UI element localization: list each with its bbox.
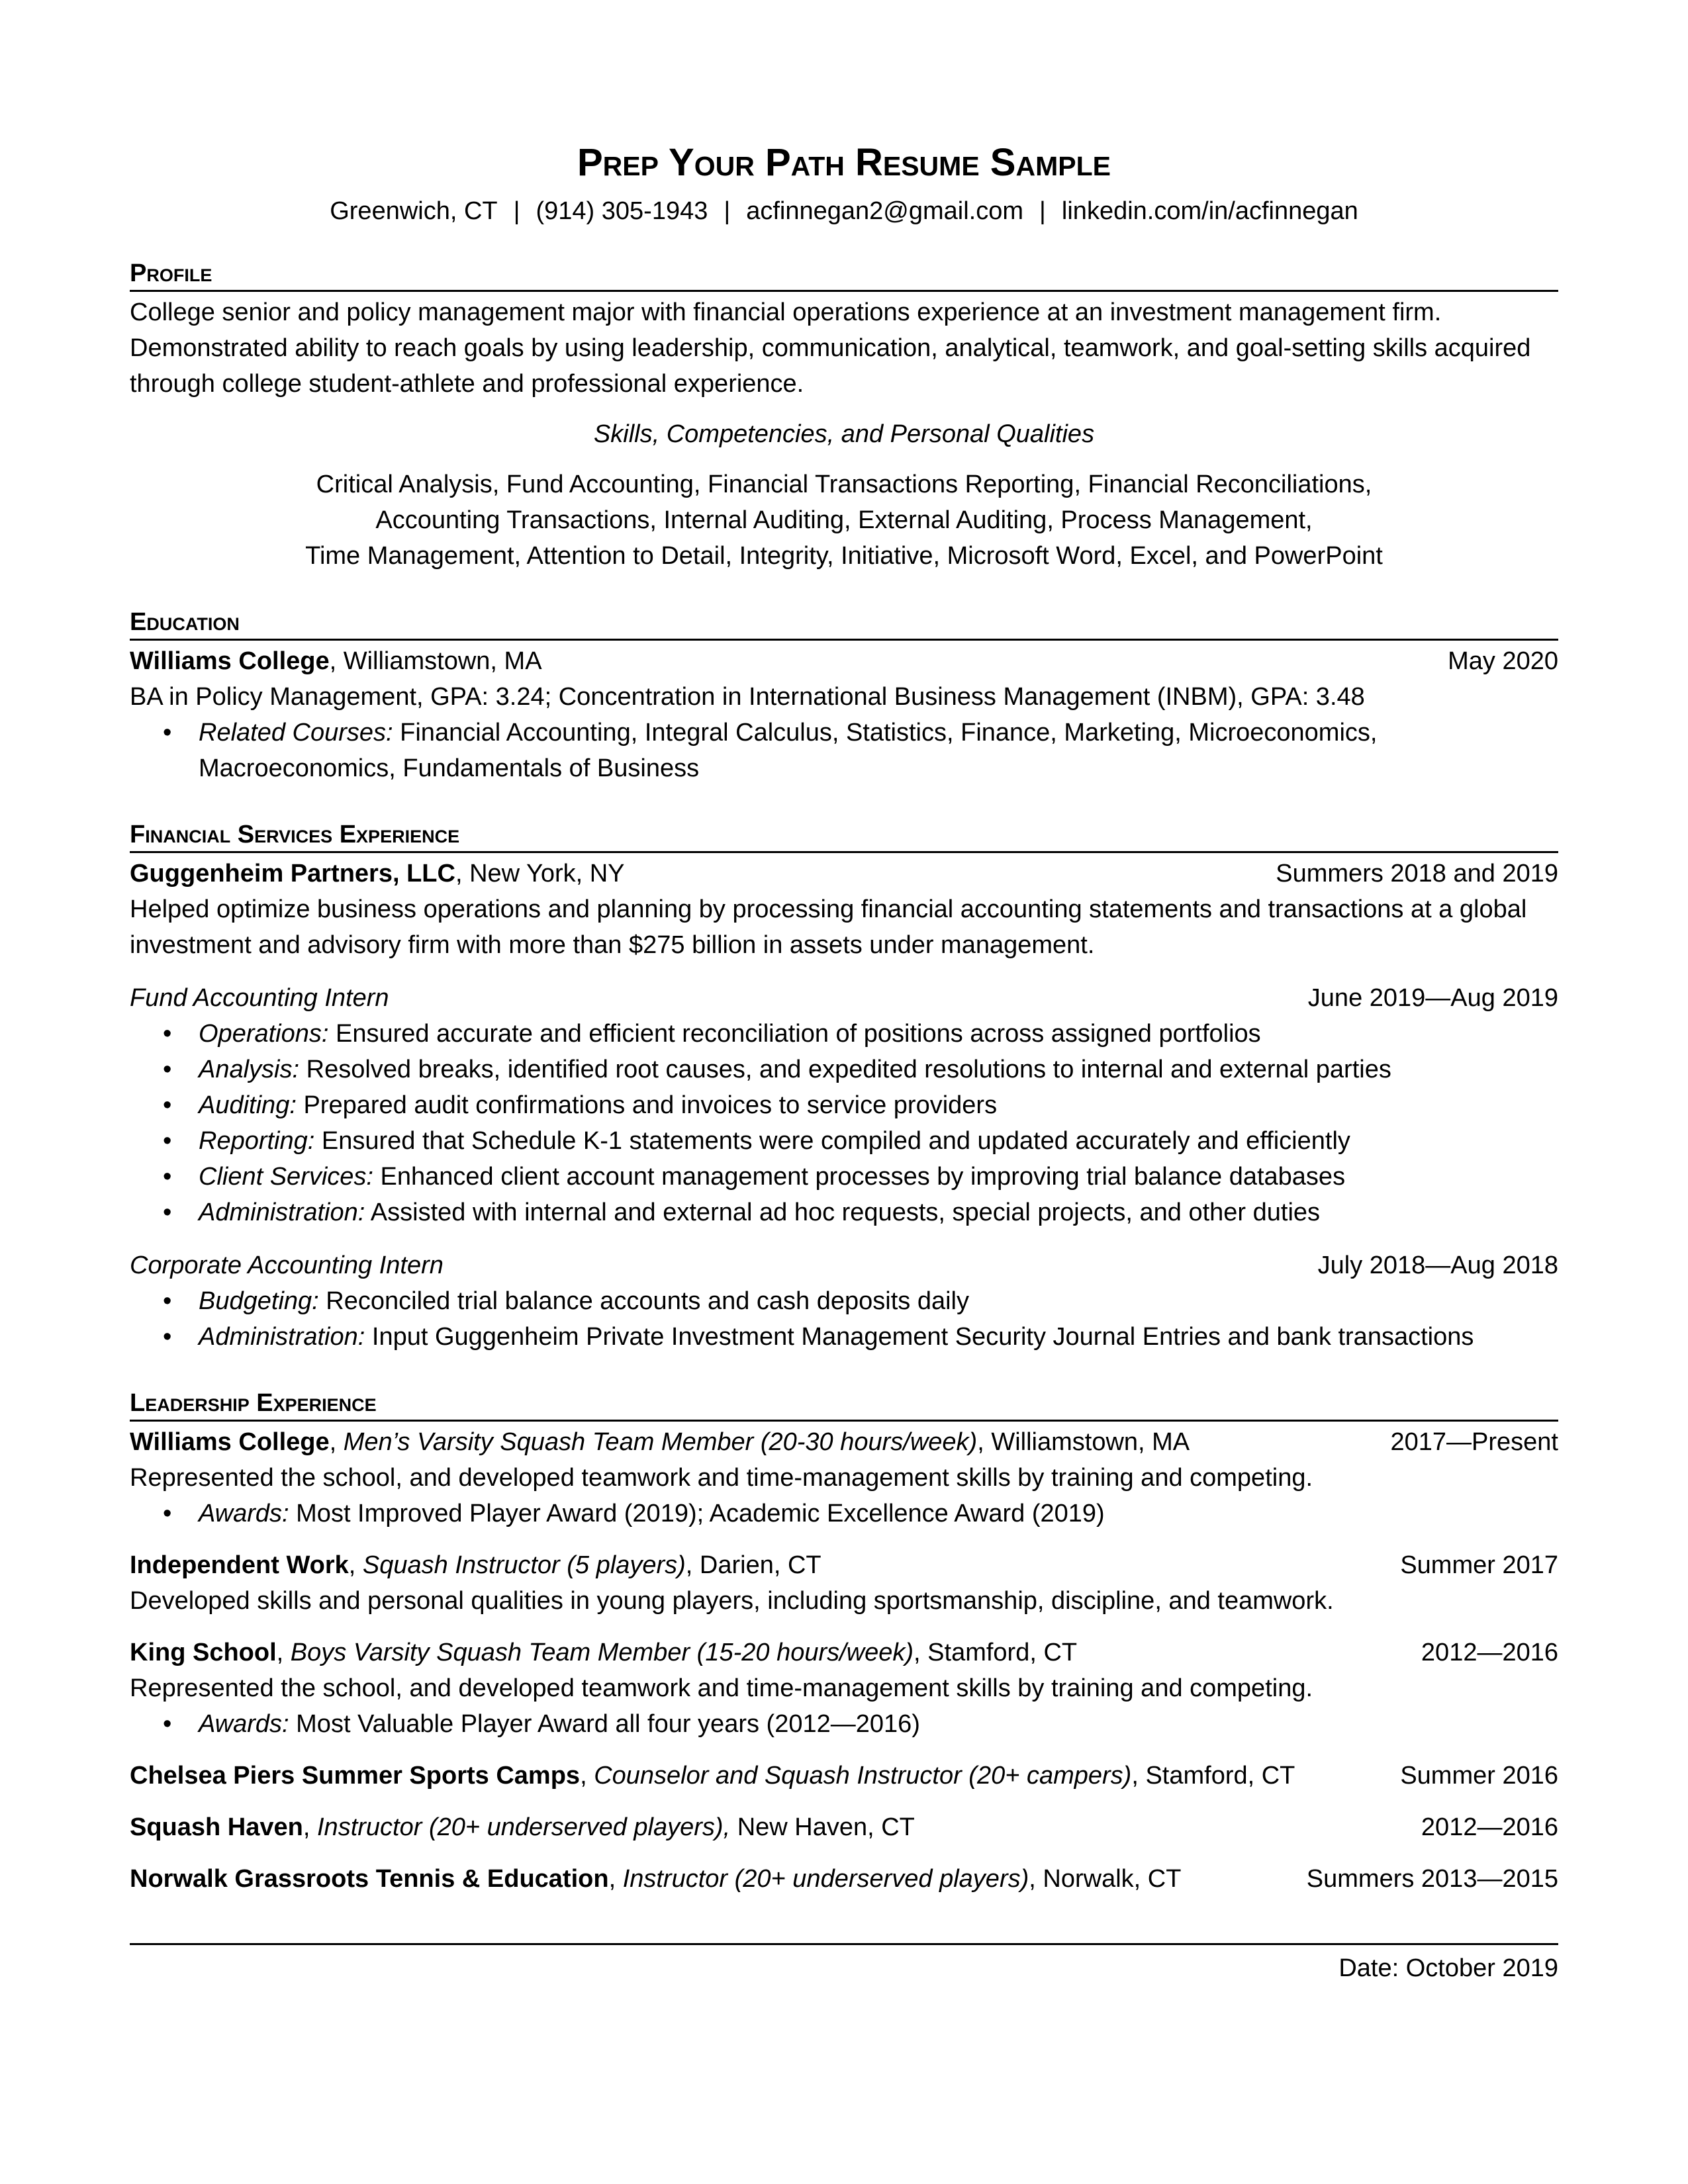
leadership-entry-line	[130, 1547, 821, 1583]
text-separator: ,	[303, 1813, 317, 1841]
bullet-text: Reconciled trial balance accounts and cash deposits daily	[318, 1287, 969, 1315]
text-separator: ,	[685, 1551, 700, 1579]
list-item	[199, 1087, 1558, 1123]
leadership-bullets	[130, 1496, 1558, 1531]
bullet-label: Client Services:	[199, 1163, 373, 1191]
contact-line	[130, 193, 1558, 229]
bullet-label: Awards:	[199, 1500, 289, 1527]
leadership-date: 2017—Present	[1390, 1428, 1558, 1456]
leadership-location: New Haven, CT	[737, 1813, 915, 1841]
leadership-date: 2012—2016	[1421, 1813, 1558, 1841]
role-title: Fund Accounting Intern	[130, 984, 389, 1012]
bullet-text: Enhanced client account management processes by improving trial balance databases	[373, 1163, 1346, 1191]
financial-company-line	[130, 856, 625, 891]
list-item	[199, 1283, 1558, 1319]
bullet-label: Related Courses:	[199, 719, 393, 747]
role-date: June 2019—Aug 2019	[1307, 984, 1558, 1012]
skills-line: Time Management, Attention to Detail, Integrity, Initiative, Microsoft Word, Excel, and PowerPoint	[305, 542, 1383, 570]
leadership-role: Boys Varsity Squash Team Member (15-20 hours/week)	[290, 1639, 914, 1666]
leadership-location: Williamstown, MA	[991, 1428, 1190, 1456]
leadership-bullets	[130, 1706, 1558, 1742]
bullet-label: Administration:	[199, 1323, 365, 1351]
list-item	[199, 1159, 1558, 1195]
financial-location: , New York, NY	[455, 860, 625, 887]
resume-title: Prep Your Path Resume Sample	[577, 141, 1111, 184]
bullet-label: Administration:	[199, 1199, 365, 1226]
financial-company: Guggenheim Partners, LLC	[130, 860, 455, 887]
leadership-description: Represented the school, and developed teamwork and time-management skills by training and competing.	[130, 1464, 1313, 1492]
leadership-date: Summer 2017	[1400, 1551, 1558, 1579]
leadership-role: Instructor (20+ underserved players)	[622, 1865, 1029, 1893]
leadership-entry-line	[130, 1809, 915, 1845]
leadership-entry-line	[130, 1861, 1181, 1897]
text-separator: ,	[348, 1551, 363, 1579]
role-title: Corporate Accounting Intern	[130, 1251, 444, 1279]
list-item	[199, 1195, 1558, 1230]
contact-separator: |	[724, 197, 731, 225]
list-item	[199, 1052, 1558, 1087]
leadership-entry-row	[130, 1547, 1558, 1583]
leadership-org: Norwalk Grassroots Tennis & Education	[130, 1865, 609, 1893]
education-school-line	[130, 643, 542, 679]
financial-date: Summers 2018 and 2019	[1276, 860, 1558, 887]
leadership-description: Represented the school, and developed teamwork and time-management skills by training and competing.	[130, 1674, 1313, 1702]
list-item	[199, 1496, 1558, 1531]
financial-description: Helped optimize business operations and planning by processing financial accounting statements and transactions at a global investment and advisory firm with more than $275 billion in assets under management.	[130, 895, 1527, 959]
role-date: July 2018—Aug 2018	[1317, 1251, 1558, 1279]
text-separator: ,	[1131, 1762, 1146, 1790]
bullet-text: Most Improved Player Award (2019); Academic Excellence Award (2019)	[289, 1500, 1105, 1527]
leadership-entry-line	[130, 1424, 1190, 1460]
skills-title: Skills, Competencies, and Personal Qualities	[593, 420, 1095, 448]
bullet-text: Assisted with internal and external ad hoc requests, special projects, and other duties	[365, 1199, 1321, 1226]
leadership-entry-row	[130, 1758, 1558, 1794]
profile-summary: College senior and policy management major with financial operations experience at an investment management firm. Demonstrated ability to reach goals by using leadership, communication, analytical, teamwork, and goal-setting skills acquired through college student-athlete and professional experience.	[130, 298, 1531, 398]
text-separator: ,	[977, 1428, 992, 1456]
role-header-row	[130, 980, 1558, 1016]
contact-separator: |	[1039, 197, 1046, 225]
financial-header-row	[130, 856, 1558, 891]
footer-date: Date: October 2019	[1338, 1954, 1558, 1982]
contact-linkedin[interactable]: linkedin.com/in/acfinnegan	[1061, 197, 1358, 225]
section-heading-leadership: Leadership Experience	[130, 1388, 1558, 1422]
bullet-text: Ensured accurate and efficient reconciliation of positions across assigned portfolios	[328, 1020, 1261, 1048]
leadership-role: Men’s Varsity Squash Team Member (20-30 hours/week)	[343, 1428, 978, 1456]
leadership-role: Counselor and Squash Instructor (20+ campers)	[594, 1762, 1132, 1790]
section-heading-profile: Profile	[130, 258, 1558, 292]
leadership-entry-row	[130, 1861, 1558, 1897]
bullet-text: Input Guggenheim Private Investment Management Security Journal Entries and bank transactions	[365, 1323, 1474, 1351]
bullet-label: Operations:	[199, 1020, 329, 1048]
leadership-org: Williams College	[130, 1428, 330, 1456]
text-separator: ,	[580, 1762, 594, 1790]
bullet-text: Most Valuable Player Award all four years (2012—2016)	[289, 1710, 920, 1738]
bullet-label: Budgeting:	[199, 1287, 319, 1315]
education-degree: BA in Policy Management, GPA: 3.24; Concentration in International Business Management (INBM), GPA: 3.48	[130, 683, 1365, 711]
education-school: Williams College	[130, 647, 330, 675]
bullet-text: Resolved breaks, identified root causes, and expedited resolutions to internal and external parties	[299, 1056, 1391, 1083]
bullet-text: Ensured that Schedule K-1 statements were compiled and updated accurately and efficiently	[314, 1127, 1350, 1155]
contact-phone: (914) 305-1943	[536, 197, 708, 225]
leadership-entry-row	[130, 1809, 1558, 1845]
text-separator: ,	[276, 1639, 291, 1666]
text-separator: ,	[329, 1428, 344, 1456]
leadership-role: Squash Instructor (5 players)	[362, 1551, 686, 1579]
list-item	[199, 1123, 1558, 1159]
list-item	[199, 715, 1558, 786]
skills-list	[130, 467, 1558, 574]
leadership-org: Squash Haven	[130, 1813, 303, 1841]
contact-email[interactable]: acfinnegan2@gmail.com	[746, 197, 1024, 225]
leadership-org: Independent Work	[130, 1551, 349, 1579]
section-heading-education: Education	[130, 607, 1558, 641]
leadership-location: Darien, CT	[699, 1551, 821, 1579]
education-header-row	[130, 643, 1558, 679]
section-heading-financial: Financial Services Experience	[130, 819, 1558, 853]
bullet-label: Awards:	[199, 1710, 289, 1738]
contact-separator: |	[513, 197, 520, 225]
footer-divider	[130, 1943, 1558, 1945]
leadership-description: Developed skills and personal qualities in young players, including sportsmanship, discipline, and teamwork.	[130, 1587, 1334, 1615]
role-bullets	[130, 1283, 1558, 1355]
education-bullets	[130, 715, 1558, 786]
bullet-text: Prepared audit confirmations and invoices to service providers	[296, 1091, 998, 1119]
skills-line: Critical Analysis, Fund Accounting, Financial Transactions Reporting, Financial Reconciliations,	[316, 471, 1372, 498]
text-separator	[730, 1813, 737, 1841]
text-separator: ,	[608, 1865, 623, 1893]
list-item	[199, 1016, 1558, 1052]
leadership-entry-row	[130, 1635, 1558, 1670]
education-location: , Williamstown, MA	[329, 647, 542, 675]
leadership-org: King School	[130, 1639, 277, 1666]
leadership-entry-line	[130, 1635, 1077, 1670]
education-date: May 2020	[1448, 647, 1558, 675]
bullet-text: Financial Accounting, Integral Calculus, Statistics, Finance, Marketing, Microeconomics, Macroeconomics, Fundamentals of Business	[199, 719, 1378, 782]
role-bullets	[130, 1016, 1558, 1230]
leadership-role: Instructor (20+ underserved players),	[317, 1813, 731, 1841]
leadership-date: 2012—2016	[1421, 1639, 1558, 1666]
leadership-location: Stamford, CT	[1145, 1762, 1295, 1790]
bullet-label: Reporting:	[199, 1127, 315, 1155]
leadership-location: Norwalk, CT	[1043, 1865, 1182, 1893]
leadership-date: Summers 2013—2015	[1306, 1865, 1558, 1893]
leadership-org: Chelsea Piers Summer Sports Camps	[130, 1762, 581, 1790]
leadership-entry-line	[130, 1758, 1295, 1794]
contact-location: Greenwich, CT	[330, 197, 498, 225]
role-header-row	[130, 1248, 1558, 1283]
leadership-location: Stamford, CT	[927, 1639, 1078, 1666]
leadership-date: Summer 2016	[1400, 1762, 1558, 1790]
list-item	[199, 1319, 1558, 1355]
list-item	[199, 1706, 1558, 1742]
leadership-entry-row	[130, 1424, 1558, 1460]
text-separator: ,	[1029, 1865, 1043, 1893]
bullet-label: Auditing:	[199, 1091, 297, 1119]
text-separator: ,	[914, 1639, 928, 1666]
skills-line: Accounting Transactions, Internal Auditing, External Auditing, Process Management,	[375, 506, 1313, 534]
bullet-label: Analysis:	[199, 1056, 300, 1083]
